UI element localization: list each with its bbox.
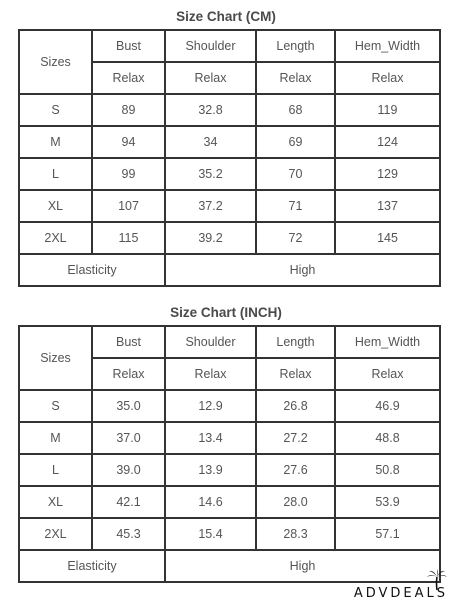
- value-cell: 46.9: [335, 390, 440, 422]
- table-row: [19, 158, 440, 190]
- size-cell: 2XL: [19, 222, 92, 254]
- header-row: [19, 326, 440, 358]
- fit-label: Relax: [165, 358, 256, 390]
- value-cell: 45.3: [92, 518, 165, 550]
- table-row: [19, 222, 440, 254]
- value-cell: 37.0: [92, 422, 165, 454]
- value-cell: 34: [165, 126, 256, 158]
- value-cell: 89: [92, 94, 165, 126]
- sizes-header: Sizes: [19, 326, 92, 390]
- value-cell: 28.3: [256, 518, 335, 550]
- value-cell: 129: [335, 158, 440, 190]
- value-cell: 39.0: [92, 454, 165, 486]
- value-cell: 94: [92, 126, 165, 158]
- header-row: [19, 30, 440, 62]
- value-cell: 69: [256, 126, 335, 158]
- fit-label: Relax: [256, 62, 335, 94]
- size-cell: L: [19, 454, 92, 486]
- elasticity-row: [19, 550, 440, 582]
- value-cell: 68: [256, 94, 335, 126]
- elasticity-value: High: [165, 550, 440, 582]
- elasticity-row: [19, 254, 440, 286]
- bust-header: Bust: [92, 326, 165, 358]
- value-cell: 13.4: [165, 422, 256, 454]
- fit-label: Relax: [335, 62, 440, 94]
- value-cell: 27.6: [256, 454, 335, 486]
- fit-label: Relax: [92, 358, 165, 390]
- value-cell: 12.9: [165, 390, 256, 422]
- table-row: [19, 518, 440, 550]
- size-cell: XL: [19, 190, 92, 222]
- value-cell: 28.0: [256, 486, 335, 518]
- value-cell: 119: [335, 94, 440, 126]
- value-cell: 26.8: [256, 390, 335, 422]
- value-cell: 15.4: [165, 518, 256, 550]
- table-row: [19, 94, 440, 126]
- watermark: [354, 586, 448, 601]
- size-cell: S: [19, 94, 92, 126]
- value-cell: 71: [256, 190, 335, 222]
- fit-label: Relax: [92, 62, 165, 94]
- size-cell: M: [19, 422, 92, 454]
- value-cell: 57.1: [335, 518, 440, 550]
- hem-width-header: Hem_Width: [335, 30, 440, 62]
- value-cell: 32.8: [165, 94, 256, 126]
- size-chart-inch-title: Size Chart (INCH): [170, 305, 282, 320]
- value-cell: 124: [335, 126, 440, 158]
- value-cell: 39.2: [165, 222, 256, 254]
- value-cell: 48.8: [335, 422, 440, 454]
- shoulder-header: Shoulder: [165, 326, 256, 358]
- size-cell: L: [19, 158, 92, 190]
- value-cell: 35.2: [165, 158, 256, 190]
- value-cell: 107: [92, 190, 165, 222]
- value-cell: 42.1: [92, 486, 165, 518]
- value-cell: 35.0: [92, 390, 165, 422]
- size-chart-inch-table: [18, 325, 441, 583]
- fit-label: Relax: [335, 358, 440, 390]
- size-chart-cm-table: [18, 29, 441, 287]
- hem-width-header: Hem_Width: [335, 326, 440, 358]
- table-row: [19, 390, 440, 422]
- value-cell: 53.9: [335, 486, 440, 518]
- elasticity-label: Elasticity: [19, 550, 165, 582]
- value-cell: 13.9: [165, 454, 256, 486]
- size-cell: S: [19, 390, 92, 422]
- fit-label: Relax: [165, 62, 256, 94]
- size-cell: 2XL: [19, 518, 92, 550]
- fit-label: Relax: [256, 358, 335, 390]
- value-cell: 115: [92, 222, 165, 254]
- length-header: Length: [256, 30, 335, 62]
- length-header: Length: [256, 326, 335, 358]
- value-cell: 145: [335, 222, 440, 254]
- table-row: [19, 190, 440, 222]
- elasticity-value: High: [165, 254, 440, 286]
- bust-header: Bust: [92, 30, 165, 62]
- table-row: [19, 454, 440, 486]
- value-cell: 99: [92, 158, 165, 190]
- shoulder-header: Shoulder: [165, 30, 256, 62]
- value-cell: 72: [256, 222, 335, 254]
- value-cell: 50.8: [335, 454, 440, 486]
- elasticity-label: Elasticity: [19, 254, 165, 286]
- table-row: [19, 422, 440, 454]
- size-cell: M: [19, 126, 92, 158]
- sizes-header: Sizes: [19, 30, 92, 94]
- value-cell: 37.2: [165, 190, 256, 222]
- value-cell: 137: [335, 190, 440, 222]
- value-cell: 27.2: [256, 422, 335, 454]
- table-row: [19, 486, 440, 518]
- value-cell: 70: [256, 158, 335, 190]
- watermark-text: ADVDEALS: [353, 586, 448, 601]
- value-cell: 14.6: [165, 486, 256, 518]
- table-row: [19, 126, 440, 158]
- size-cell: XL: [19, 486, 92, 518]
- size-chart-cm-title: Size Chart (CM): [176, 9, 276, 24]
